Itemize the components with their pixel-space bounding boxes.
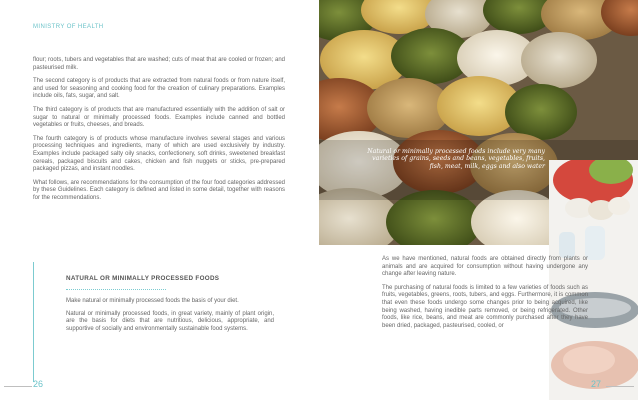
recommendation-box bbox=[33, 262, 286, 382]
right-page bbox=[319, 0, 638, 415]
photo-caption: Natural or minimally processed foods include very many varieties of grains, seeds and beans, vegetables, fruits, fish, meat, milk, eggs and also water bbox=[367, 148, 545, 170]
dotted-divider bbox=[66, 289, 166, 290]
paragraph: Make natural or minimally processed foods the basis of your diet. bbox=[66, 298, 239, 304]
corner-rule bbox=[606, 386, 634, 387]
right-body-text bbox=[382, 256, 588, 336]
left-body-text bbox=[33, 57, 285, 209]
paragraph: flour; roots, tubers and vegetables that are washed; cuts of meat that are cooled or frozen; and pasteurised milk. bbox=[33, 57, 285, 71]
running-header: MINISTRY OF HEALTH bbox=[33, 24, 104, 30]
page-number: 26 bbox=[33, 379, 44, 389]
corner-rule bbox=[4, 386, 32, 387]
paragraph: The fourth category is of products whose manufacture involves several stages and various processing techniques and ingredients, many of which are used exclusively by industry. Examples include packaged salty oily snacks, confectionery, soft drinks, sweetened breakfast cereals, packaged biscuits and cakes, chicken and fish nuggets or sticks, pre-prepared packaged pizzas, and instant noodles. bbox=[33, 135, 285, 173]
paragraph: The third category is of products that are manufactured essentially with the addition of salt or sugar to natural or minimally processed foods. Examples include canned and bottled vegetables or fruits, cheeses, and breads. bbox=[33, 106, 285, 129]
paragraph: Natural or minimally processed foods, in great variety, mainly of plant origin, are the basis for diets that are nutritious, delicious, appropriate, and supportive of socially and environmentally sustainable food systems. bbox=[66, 310, 274, 332]
paragraph: The second category is of products that are extracted from natural foods or from nature itself, and used for seasoning and cooking food for the creation of culinary preparations. Examples include oils, fats, sugar, and salt. bbox=[33, 78, 285, 100]
paragraph: As we have mentioned, natural foods are obtained directly from plants or animals and are acquired for consumption without having undergone any change after leaving nature. bbox=[382, 256, 588, 278]
paragraph: What follows, are recommendations for the consumption of the four food categories addressed by these Guidelines. Each category is defined and listed in some detail, together with reasons for the recommendations. bbox=[33, 179, 285, 201]
box-text bbox=[66, 298, 274, 338]
page-number: 27 bbox=[591, 379, 602, 389]
paragraph: The purchasing of natural foods is limited to a few varieties of foods such as fruits, vegetables, greens, roots, tubers, and eggs. Furthermore, it is common that even these foods undergo some changes prior to being acquired, like being washed, having inedible parts removed, or being refrigerated. Other foods, like rice, beans, and meat are commonly purchased after they have been dried, packaged, pasteurised, cooled, or bbox=[382, 284, 588, 329]
box-title: NATURAL OR MINIMALLY PROCESSED FOODS bbox=[66, 275, 220, 282]
